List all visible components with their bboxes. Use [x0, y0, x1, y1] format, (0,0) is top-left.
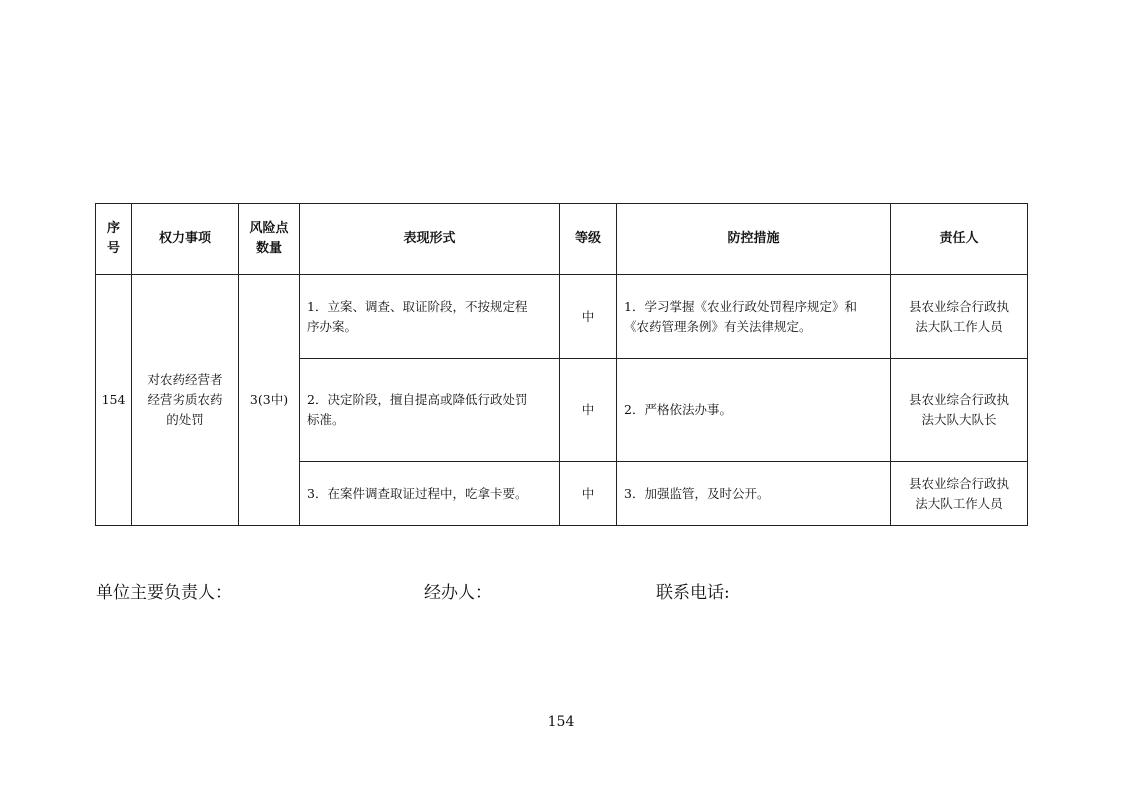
measures-cell: [617, 462, 891, 526]
header-risk-count-line1: 风险点: [249, 221, 289, 236]
header-responsible: 责任人: [891, 204, 1028, 275]
header-measures: 防控措施: [617, 204, 891, 275]
table-header-row: [96, 204, 1028, 275]
measures-line: 2．严格依法办事。: [624, 402, 732, 417]
level-cell: 中: [560, 275, 617, 359]
risk-control-table: [95, 203, 1028, 526]
item-line3: 的处罚: [166, 412, 204, 427]
manifestation-cell: [300, 462, 560, 526]
seq-cell: 154: [96, 275, 132, 526]
unit-head-label: 单位主要负责人：: [96, 583, 232, 603]
handler-label: 经办人：: [424, 583, 492, 603]
measures-line: 1．学习掌握《农业行政处罚程序规定》和: [624, 298, 857, 314]
header-risk-count-line2: 数量: [255, 241, 282, 256]
manifestation-cell: [300, 275, 560, 359]
manifestation-line: 标准。: [307, 412, 345, 427]
page-number: 154: [547, 714, 575, 730]
header-seq-line1: 序: [106, 221, 120, 236]
level-cell: 中: [560, 462, 617, 526]
item-cell: [132, 275, 239, 526]
responsible-line: 法大队工作人员: [915, 318, 1003, 334]
header-seq: [96, 204, 132, 275]
item-line2: 经营劣质农药: [147, 392, 223, 407]
responsible-cell: [891, 359, 1028, 462]
manifestation-line: 序办案。: [307, 318, 358, 334]
table-row: [96, 275, 1028, 359]
responsible-line: 县农业综合行政执: [908, 475, 1009, 491]
header-seq-line2: 号: [106, 241, 120, 256]
risk-count-cell: 3(3中): [239, 275, 300, 526]
manifestation-line: 1．立案、调查、取证阶段，不按规定程: [307, 298, 528, 314]
header-risk-count: [239, 204, 300, 275]
responsible-line: 法大队工作人员: [915, 495, 1003, 511]
responsible-line: 县农业综合行政执: [908, 392, 1009, 407]
measures-cell: [617, 359, 891, 462]
measures-line: 3．加强监管，及时公开。: [624, 485, 770, 501]
manifestation-cell: [300, 359, 560, 462]
responsible-line: 法大队大队长: [921, 412, 997, 427]
level-cell: 中: [560, 359, 617, 462]
responsible-cell: [891, 275, 1028, 359]
phone-label: 联系电话:: [656, 583, 730, 603]
header-item: 权力事项: [132, 204, 239, 275]
header-manifestation: 表现形式: [300, 204, 560, 275]
measures-line: 《农药管理条例》有关法律规定。: [624, 318, 812, 334]
manifestation-line: 3．在案件调查取证过程中，吃拿卡要。: [307, 485, 528, 501]
item-line1: 对农药经营者: [147, 372, 223, 387]
measures-cell: [617, 275, 891, 359]
responsible-cell: [891, 462, 1028, 526]
header-level: 等级: [560, 204, 617, 275]
manifestation-line: 2．决定阶段，擅自提高或降低行政处罚: [307, 392, 528, 407]
responsible-line: 县农业综合行政执: [908, 298, 1009, 314]
